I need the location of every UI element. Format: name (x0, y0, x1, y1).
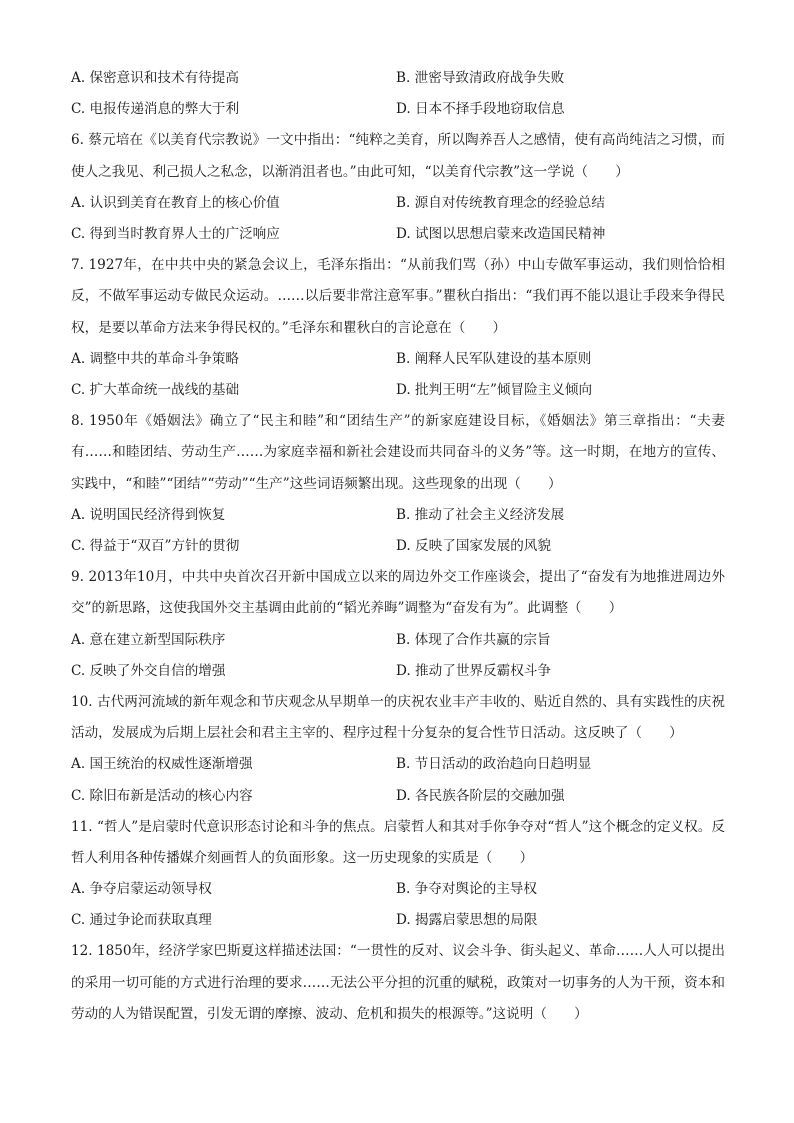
question-11 (71, 812, 725, 937)
question-stem: 10. 古代两河流域的新年观念和节庆观念从早期单一的庆祝农业丰产丰收的、贴近自然的、具有实践性的庆祝活动，发展成为后期上层社会和君主主宰的、程序过程十分复杂的复合性节日活动。这反映了（ ） (71, 693, 725, 742)
option-d: D. 批判王明“左”倾冒险主义倾向 (396, 381, 593, 398)
question-6 (71, 125, 725, 250)
option-d: D. 揭露启蒙思想的局限 (396, 912, 538, 929)
option-d: D. 日本不择手段地窃取信息 (396, 101, 565, 118)
question-stem: 9. 2013年10月，中共中央首次召开新中国成立以来的周边外交工作座谈会，提出了“奋发有为地推进周边外交”的新思路，这使我国外交主基调由此前的“韬光养晦”调整为“奋发有为”。此调整（ ） (71, 569, 725, 617)
option-a: A. 意在建立新型国际秩序 (71, 631, 226, 648)
question-stem: 8. 1950年《婚姻法》确立了“民主和睦”和“团结生产”的新家庭建设目标，《婚姻法》第三章指出：“夫妻有……和睦团结、劳动生产……为家庭幸福和新社会建设而共同奋斗的义务”等。这一时期，在地方的宣传、实践中，“和睦”“团结”“劳动”“生产”这些词语频繁出现。这些现象的出现（ ） (71, 413, 725, 492)
option-a: A. 认识到美育在教育上的核心价值 (71, 194, 280, 211)
option-b: B. 阐释人民军队建设的基本原则 (396, 350, 592, 367)
question-7 (71, 250, 725, 406)
option-b: B. 源自对传统教育理念的经验总结 (396, 194, 605, 211)
question-stem: 7. 1927年，在中共中央的紧急会议上，毛泽东指出：“从前我们骂（孙）中山专做军事运动，我们则恰恰相反，不做军事运动专做民众运动。……以后要非常注意军事。”瞿秋白指出：“我们再不能以退让手段来争得民权，是要以革命方法来争得民权的。”毛泽东和瞿秋白的言论意在（ ） (71, 257, 725, 336)
question-10 (71, 687, 725, 812)
option-c: C. 得益于“双百”方针的贯彻 (71, 537, 240, 554)
option-d: D. 试图以思想启蒙来改造国民精神 (396, 225, 606, 242)
question-5-options (71, 63, 725, 125)
option-b: B. 体现了合作共赢的宗旨 (396, 631, 551, 648)
option-a: A. 说明国民经济得到恢复 (71, 506, 226, 523)
option-c: C. 除旧布新是活动的核心内容 (71, 787, 253, 804)
question-stem: 6. 蔡元培在《以美育代宗教说》一文中指出：“纯粹之美育，所以陶养吾人之感情，使有高尚纯洁之习惯，而使人之我见、利己损人之私念，以渐消沮者也。”由此可知，“以美育代宗教”这一学说（ ） (71, 132, 725, 180)
option-d: D. 反映了国家发展的风貌 (396, 537, 551, 554)
option-b: B. 节日活动的政治趋向日趋明显 (396, 756, 592, 773)
option-c: C. 得到当时教育界人士的广泛响应 (71, 225, 280, 242)
option-a: A. 争夺启蒙运动领导权 (71, 881, 212, 898)
option-b: B. 泄密导致清政府战争失败 (396, 70, 565, 86)
option-b: B. 争夺对舆论的主导权 (396, 881, 537, 898)
question-list (71, 63, 725, 1030)
question-8 (71, 406, 725, 562)
option-c: C. 电报传递消息的弊大于利 (71, 101, 240, 118)
option-d: D. 各民族各阶层的交融加强 (396, 787, 565, 804)
option-a: A. 国王统治的权威性逐渐增强 (71, 756, 253, 773)
option-d: D. 推动了世界反霸权斗争 (396, 662, 551, 679)
question-12 (71, 936, 725, 1030)
option-a: A. 调整中共的革命斗争策略 (71, 350, 239, 367)
question-stem: 11. “哲人”是启蒙时代意识形态讨论和斗争的焦点。启蒙哲人和其对手你争夺对“哲人”这个概念的定义权。反哲人利用各种传播媒介刻画哲人的负面形象。这一历史现象的实质是（ ） (71, 818, 725, 866)
option-c: C. 反映了外交自信的增强 (71, 662, 226, 679)
question-9 (71, 562, 725, 687)
option-c: C. 通过争论而获取真理 (71, 912, 212, 929)
option-c: C. 扩大革命统一战线的基础 (71, 381, 240, 398)
question-stem: 12. 1850年，经济学家巴斯夏这样描述法国：“一贯性的反对、议会斗争、街头起义、革命……人人可以提出的采用一切可能的方式进行治理的要求……无法公平分担的沉重的赋税，政策对一切事务的人为干预，资本和劳动的人为错误配置，引发无谓的摩擦、波动、危机和损失的根源等。”这说明（ ） (71, 943, 725, 1022)
option-a: A. 保密意识和技术有待提高 (71, 70, 239, 86)
option-b: B. 推动了社会主义经济发展 (396, 506, 565, 523)
